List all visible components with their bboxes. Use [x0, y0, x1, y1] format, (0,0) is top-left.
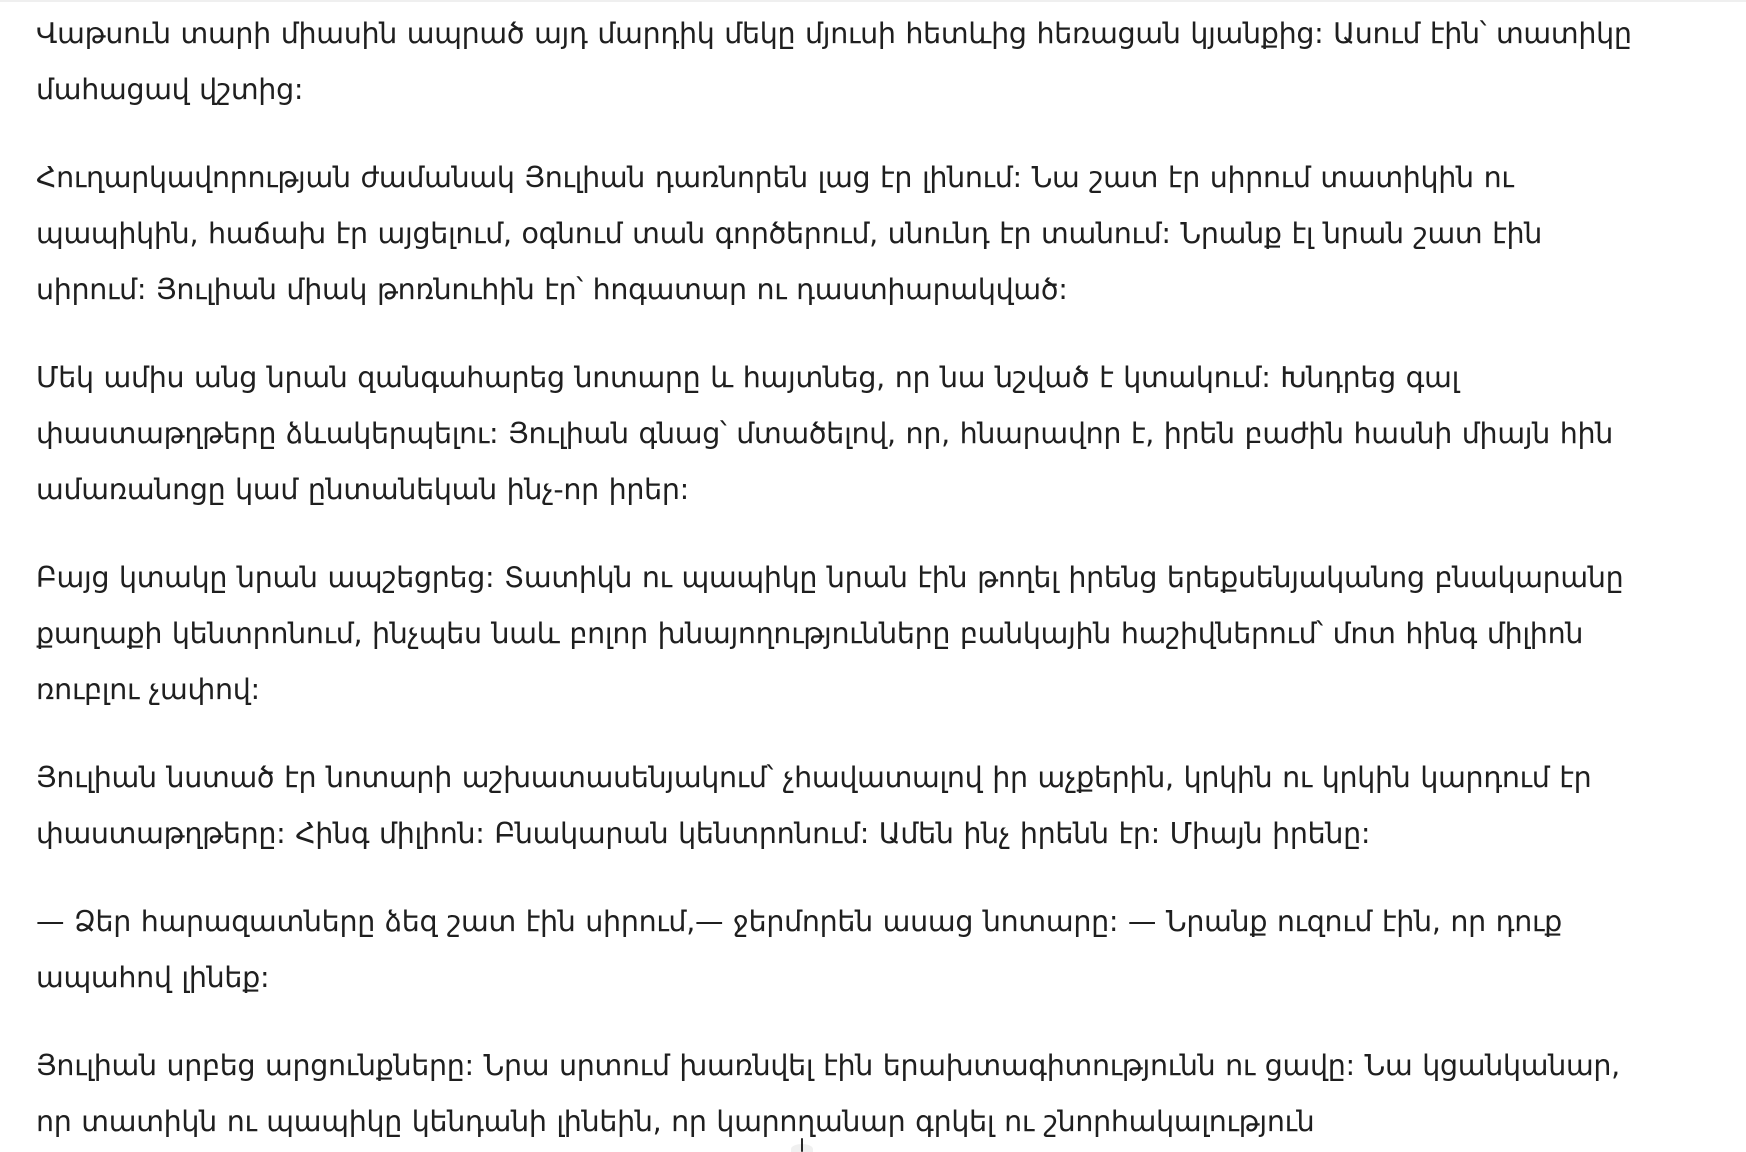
paragraph: Յուլիան սրբեց արցունքները: Նրա սրտում խառնվել էին երախտագիտությունն ու ցավը: Նա կցանկանար, որ տատիկն ու պապիկը կենդանի լինեին, որ կարողանար գրկել ու շնորհակալություն [36, 1049, 1620, 1138]
paragraph: Բայց կտակը նրան ապշեցրեց: Տատիկն ու պապիկը նրան էին թողել իրենց երեքսենյականոց բնակարանը քաղաքի կենտրոնում, ինչպես նաև բոլոր խնայողությունները բանկային հաշիվներում՝ մոտ հինգ միլիոն ռուբլու չափով: [36, 561, 1624, 706]
paragraph: Հուղարկավորության ժամանակ Յուլիան դառնորեն լաց էր լինում: Նա շատ էր սիրում տատիկին ու պապիկին, հաճախ էր այցելում, օգնում տան գործերում, սնունդ էր տանում: Նրանք էլ նրան շատ էին սիրում: Յուլիան միակ թոռնուհին էր՝ հոգատար ու դաստիարակված: [36, 161, 1543, 306]
paragraph: — Ձեր հարազատները ձեզ շատ էին սիրում,— ջերմորեն ասաց նոտարը: — Նրանք ուզում էին, որ դուք ապահով լինեք: [36, 905, 1562, 994]
paragraph: Վաթսուն տարի միասին ապրած այդ մարդիկ մեկը մյուսի հետևից հեռացան կյանքից: Ասում էին՝ տատիկը մահացավ վշտից: [36, 17, 1632, 106]
scroll-indicator-icon[interactable] [801, 1138, 803, 1152]
paragraph: Յուլիան նստած էր նոտարի աշխատասենյակում՝ չհավատալով իր աչքերին, կրկին ու կրկին կարդում էր փաստաթղթերը: Հինգ միլիոն: Բնակարան կենտրոնում: Ամեն ինչ իրենն էր: Միայն իրենը: [36, 761, 1592, 850]
article-body [36, 6, 1636, 1152]
top-divider [0, 0, 1746, 2]
paragraph: Մեկ ամիս անց նրան զանգահարեց նոտարը և հայտնեց, որ նա նշված է կտակում: Խնդրեց գալ փաստաթղթերը ձևակերպելու: Յուլիան գնաց՝ մտածելով, որ, հնարավոր է, իրեն բաժին հասնի միայն հին ամառանոցը կամ ընտանեկան ինչ-որ իրեր: [36, 361, 1614, 506]
